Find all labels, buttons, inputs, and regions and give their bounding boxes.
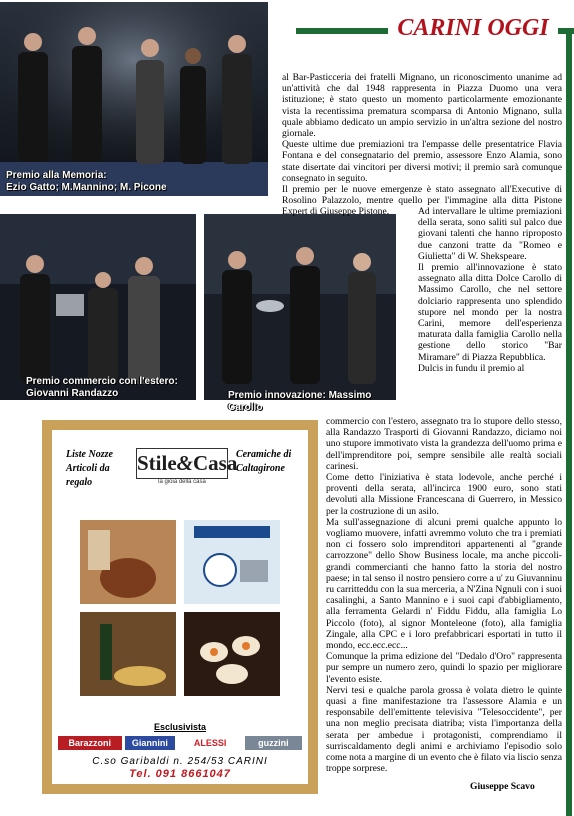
ad-right-label-line: Caltagirone xyxy=(236,463,285,474)
ad-photo-cookware xyxy=(184,520,280,604)
logo-left: Stile xyxy=(137,451,177,475)
article-lower xyxy=(326,416,562,775)
ad-panel xyxy=(52,430,308,784)
photo-premio-memoria-image xyxy=(0,2,268,196)
ad-telephone: Tel. 091 8661047 xyxy=(129,768,231,780)
article-paragraph: Ad intervallare le ultime premiazioni della serata, sono saliti sul palco due giovani talenti che hanno riproposto due canzoni tratte da "Romeo e Giulietta" di W. Shekspeare. xyxy=(418,206,562,262)
brand-guzzini: guzzini xyxy=(245,736,302,750)
article-paragraph: commercio con l'estero, assegnato tra lo stupore dello stesso, alla Randazzo Trasporti di Giovanni Randazzo, diciamo noi uno stupore immotivato vista la grandezza dell'uomo prima e dell'imprenditore poi, sempre sensibile alle realtà sociali carinesi. xyxy=(326,416,562,472)
logo-amp: & xyxy=(176,451,194,475)
green-frame-right xyxy=(566,28,572,816)
logo-right: Casa xyxy=(193,451,238,475)
caption-line-1: Premio commercio con l'estero: xyxy=(26,376,178,387)
logo-subtitle: la gioia della casa xyxy=(158,479,206,485)
ad-right-label xyxy=(236,448,306,476)
photo-premio-innovazione xyxy=(204,214,396,413)
article-paragraph: Dulcis in fundu il premio al xyxy=(418,362,525,374)
article-paragraph: Comunque la prima edizione del "Dedalo d'Oro" rappresenta pur sempre un numero zero, quindi lo spazio per migliorare l'evento esiste. xyxy=(326,651,562,685)
photo-caption-innovazione xyxy=(228,390,396,414)
caption-line-1: Premio alla Memoria: xyxy=(6,170,107,181)
article-byline: Giuseppe Scavo xyxy=(470,781,535,792)
advertisement-stile-casa[interactable] xyxy=(42,420,318,794)
article-paragraph: Queste ultime due premiazioni tra l'empasse delle presentatrice Flavia Fontana e del consegnatario del premio, assessore Enzo Alamia, sono state disertate dai vincitori per diversi motivi; il premio sarà comunque consegnato in seguito. xyxy=(282,139,562,184)
article-paragraph: Nervi tesi e qualche parola grossa è volata dietro le quinte quasi a fine manifestazione tra l'assessore Alamia e un responsabile dell'emittente televisiva "Telesoccidente", per una non meglio precisata diatriba; vista l'importanza della serata per ambedue i protagonisti, comprendiamo il surriscaldamento degli animi e archiviamo l'episodio solo come nota a margine di un evento che è filato via liscio senza troppe sorprese. xyxy=(326,684,562,775)
caption-line-2: Giovanni Randazzo xyxy=(26,388,119,399)
ad-photo-vase xyxy=(80,520,176,604)
brand-alessi: ALESSI xyxy=(178,736,242,750)
caption-line-1: Premio innovazione: Massimo Carollo xyxy=(228,390,372,413)
photo-premio-memoria xyxy=(0,2,268,196)
ad-left-label-line: Liste Nozze xyxy=(66,449,113,460)
ad-brand-strip xyxy=(58,736,302,750)
ad-address: C.so Garibaldi n. 254/53 CARINI xyxy=(92,756,268,767)
masthead-title: CARINI OGGI xyxy=(388,12,558,44)
ad-left-label-line: Articoli da regalo xyxy=(66,463,110,488)
ad-photo-wine xyxy=(80,612,176,696)
brand-barazzoni: Barazzoni xyxy=(58,736,122,750)
stile-casa-logo xyxy=(136,448,238,492)
ad-left-label xyxy=(66,448,136,490)
photo-premio-commercio-image xyxy=(0,214,196,400)
article-paragraph: Come detto l'iniziativa è stata lodevole, anche perché i proventi della serata, all'incirca 1900 euro, sono stati devoluti alla Missione Francescana di Guerrero, in Messico per la costruzione di un asilo. xyxy=(326,472,562,517)
photo-caption-memoria xyxy=(6,170,167,194)
logo-wordmark xyxy=(136,448,238,479)
article-mid xyxy=(418,206,562,374)
photo-premio-innovazione-image xyxy=(204,214,396,400)
caption-line-2: Ezio Gatto; M.Mannino; M. Picone xyxy=(6,182,167,193)
ad-right-label-line: Ceramiche di xyxy=(236,449,292,460)
photo-premio-commercio xyxy=(0,214,196,400)
ad-exclusive-label: Esclusivista xyxy=(153,722,207,732)
article-paragraph: al Bar-Pasticceria dei fratelli Mignano, un riconoscimento unanime ad un'attività che dal 1948 rappresenta in Piazza Duomo una vera istituzione; è stato questo un momento particolarmente emozionante vista la recentissima prematura scomparsa di Antonio Mignano, sulla quale abbiamo dedicato un ampio servizio in un'altra sezione del nostro giornale. xyxy=(282,72,562,140)
article-paragraph: Il premio per le nuove emergenze è stato assegnato all'Executive di Rosolino Palazzolo, mentre quello per l'immagine alla ditta Pistone Expert di Giuseppe Pistone. xyxy=(282,184,562,218)
brand-giannini: Giannini xyxy=(125,736,176,750)
article-upper xyxy=(282,72,562,218)
article-paragraph: Ma sull'assegnazione di alcuni premi qualche appunto lo vogliamo muovere, infatti avremmo voluto che tra i premiati non ci fossero solo imprenditori appartenenti al "grande carrozzone" dello Show Business locale, ma anche piccoli-grandi commercianti che hanno fatto la storia del nostro paese; in tal senso il nostro pensiero corre a u' zu Giuvanninu ru carritteddu con la sua merceria, a N'Zina Ngnuli con i suoi casalinghi, a Santo Mannino e i suoi capi d'abbigliamento, alla ferramenta Gelardi n' Fiddu Fiddu, alla famiglia Lo Piccolo (foto), al signor Monteleone (foto), alla famiglia Zingale, alla CPC e i loro prefabbricari esportati in tutto il mondo, ecc.ecc.ecc... xyxy=(326,516,562,652)
ad-photo-cups xyxy=(184,612,280,696)
article-paragraph: Il premio all'innovazione è stato assegnato alla ditta Dolce Carollo di Massimo Carollo, che nel settore dolciario rappresenta uno splendido stupore nel mondo per la nostra Carini, memore dell'esperienza maturata dalla famiglia Carollo nella gestione dello storico "Bar Miramare" di Piazza Repubblica. xyxy=(418,262,562,363)
photo-caption-commercio xyxy=(26,376,178,400)
